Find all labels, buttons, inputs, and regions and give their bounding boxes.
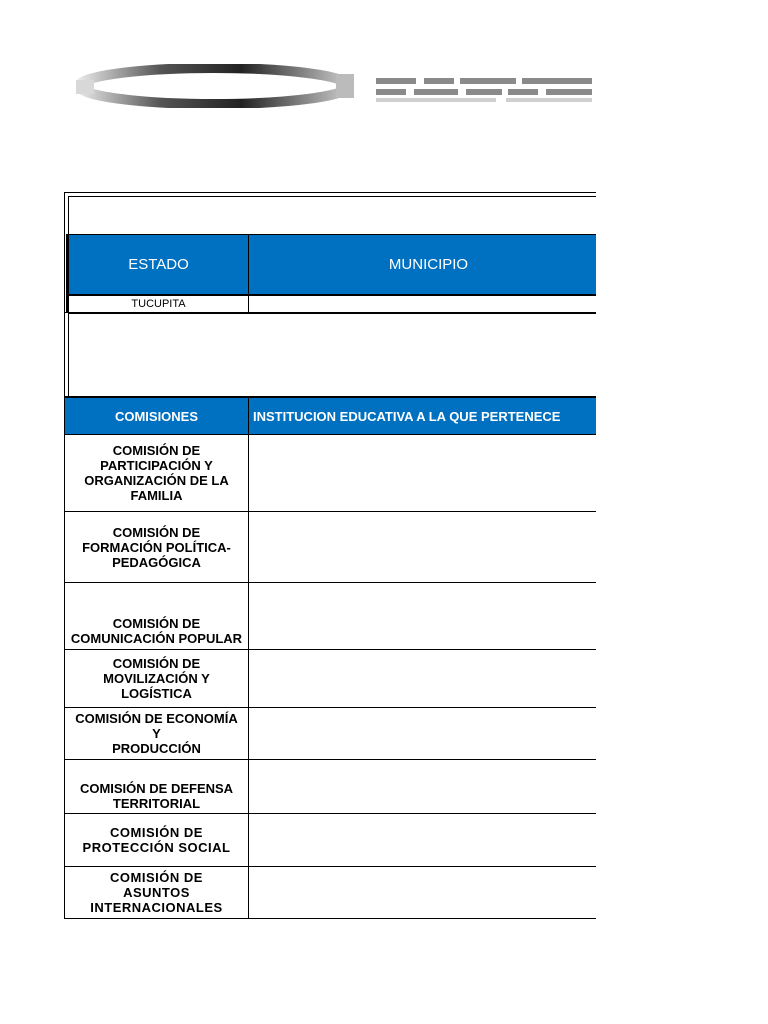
estado-cell[interactable]: TUCUPITA: [66, 295, 249, 313]
institution-cell[interactable]: [248, 867, 596, 919]
commission-label-text: COMISIÓN DE PARTICIPACIÓN Y ORGANIZACIÓN DE LA FAMILIA: [84, 443, 229, 503]
institution-cell[interactable]: [248, 708, 596, 760]
commission-label: [64, 867, 249, 919]
commission-label-text: COMISIÓN DE ASUNTOS INTERNACIONALES: [90, 870, 223, 915]
municipio-cell[interactable]: [248, 295, 596, 313]
institution-cell[interactable]: [248, 512, 596, 583]
commission-label: [64, 708, 249, 760]
comisiones-header: COMISIONES: [64, 397, 249, 435]
commission-label-text: COMISIÓN DE PROTECCIÓN SOCIAL: [82, 825, 231, 855]
commission-label-text: COMISIÓN DE FORMACIÓN POLÍTICA- PEDAGÓGICA: [82, 524, 231, 570]
institucion-header: INSTITUCION EDUCATIVA A LA QUE PERTENECE: [248, 397, 596, 435]
municipio-header: MUNICIPIO: [248, 234, 596, 295]
institution-cell[interactable]: [248, 650, 596, 708]
commission-label: [64, 814, 249, 867]
spreadsheet-area: [64, 192, 596, 920]
commission-label: [64, 760, 249, 814]
institution-cell[interactable]: [248, 435, 596, 512]
institutional-logo: [76, 64, 596, 108]
commission-label-text: COMISIÓN DE DEFENSA TERRITORIAL: [79, 781, 234, 811]
commission-label: [64, 650, 249, 708]
commission-label: [64, 583, 249, 650]
institution-cell[interactable]: [248, 583, 596, 650]
institution-cell[interactable]: [248, 814, 596, 867]
estado-header: ESTADO: [66, 234, 249, 295]
commission-label-text: COMISIÓN DE MOVILIZACIÓN Y LOGÍSTICA: [103, 656, 210, 701]
commission-label: [64, 512, 249, 583]
commission-label-text: COMISIÓN DE COMUNICACIÓN POPULAR: [70, 616, 243, 646]
spacer-frame: [64, 312, 596, 397]
institution-cell[interactable]: [248, 760, 596, 814]
commission-label: [64, 435, 249, 512]
commission-label-text: COMISIÓN DE ECONOMÍA Y PRODUCCIÓN: [75, 711, 238, 756]
